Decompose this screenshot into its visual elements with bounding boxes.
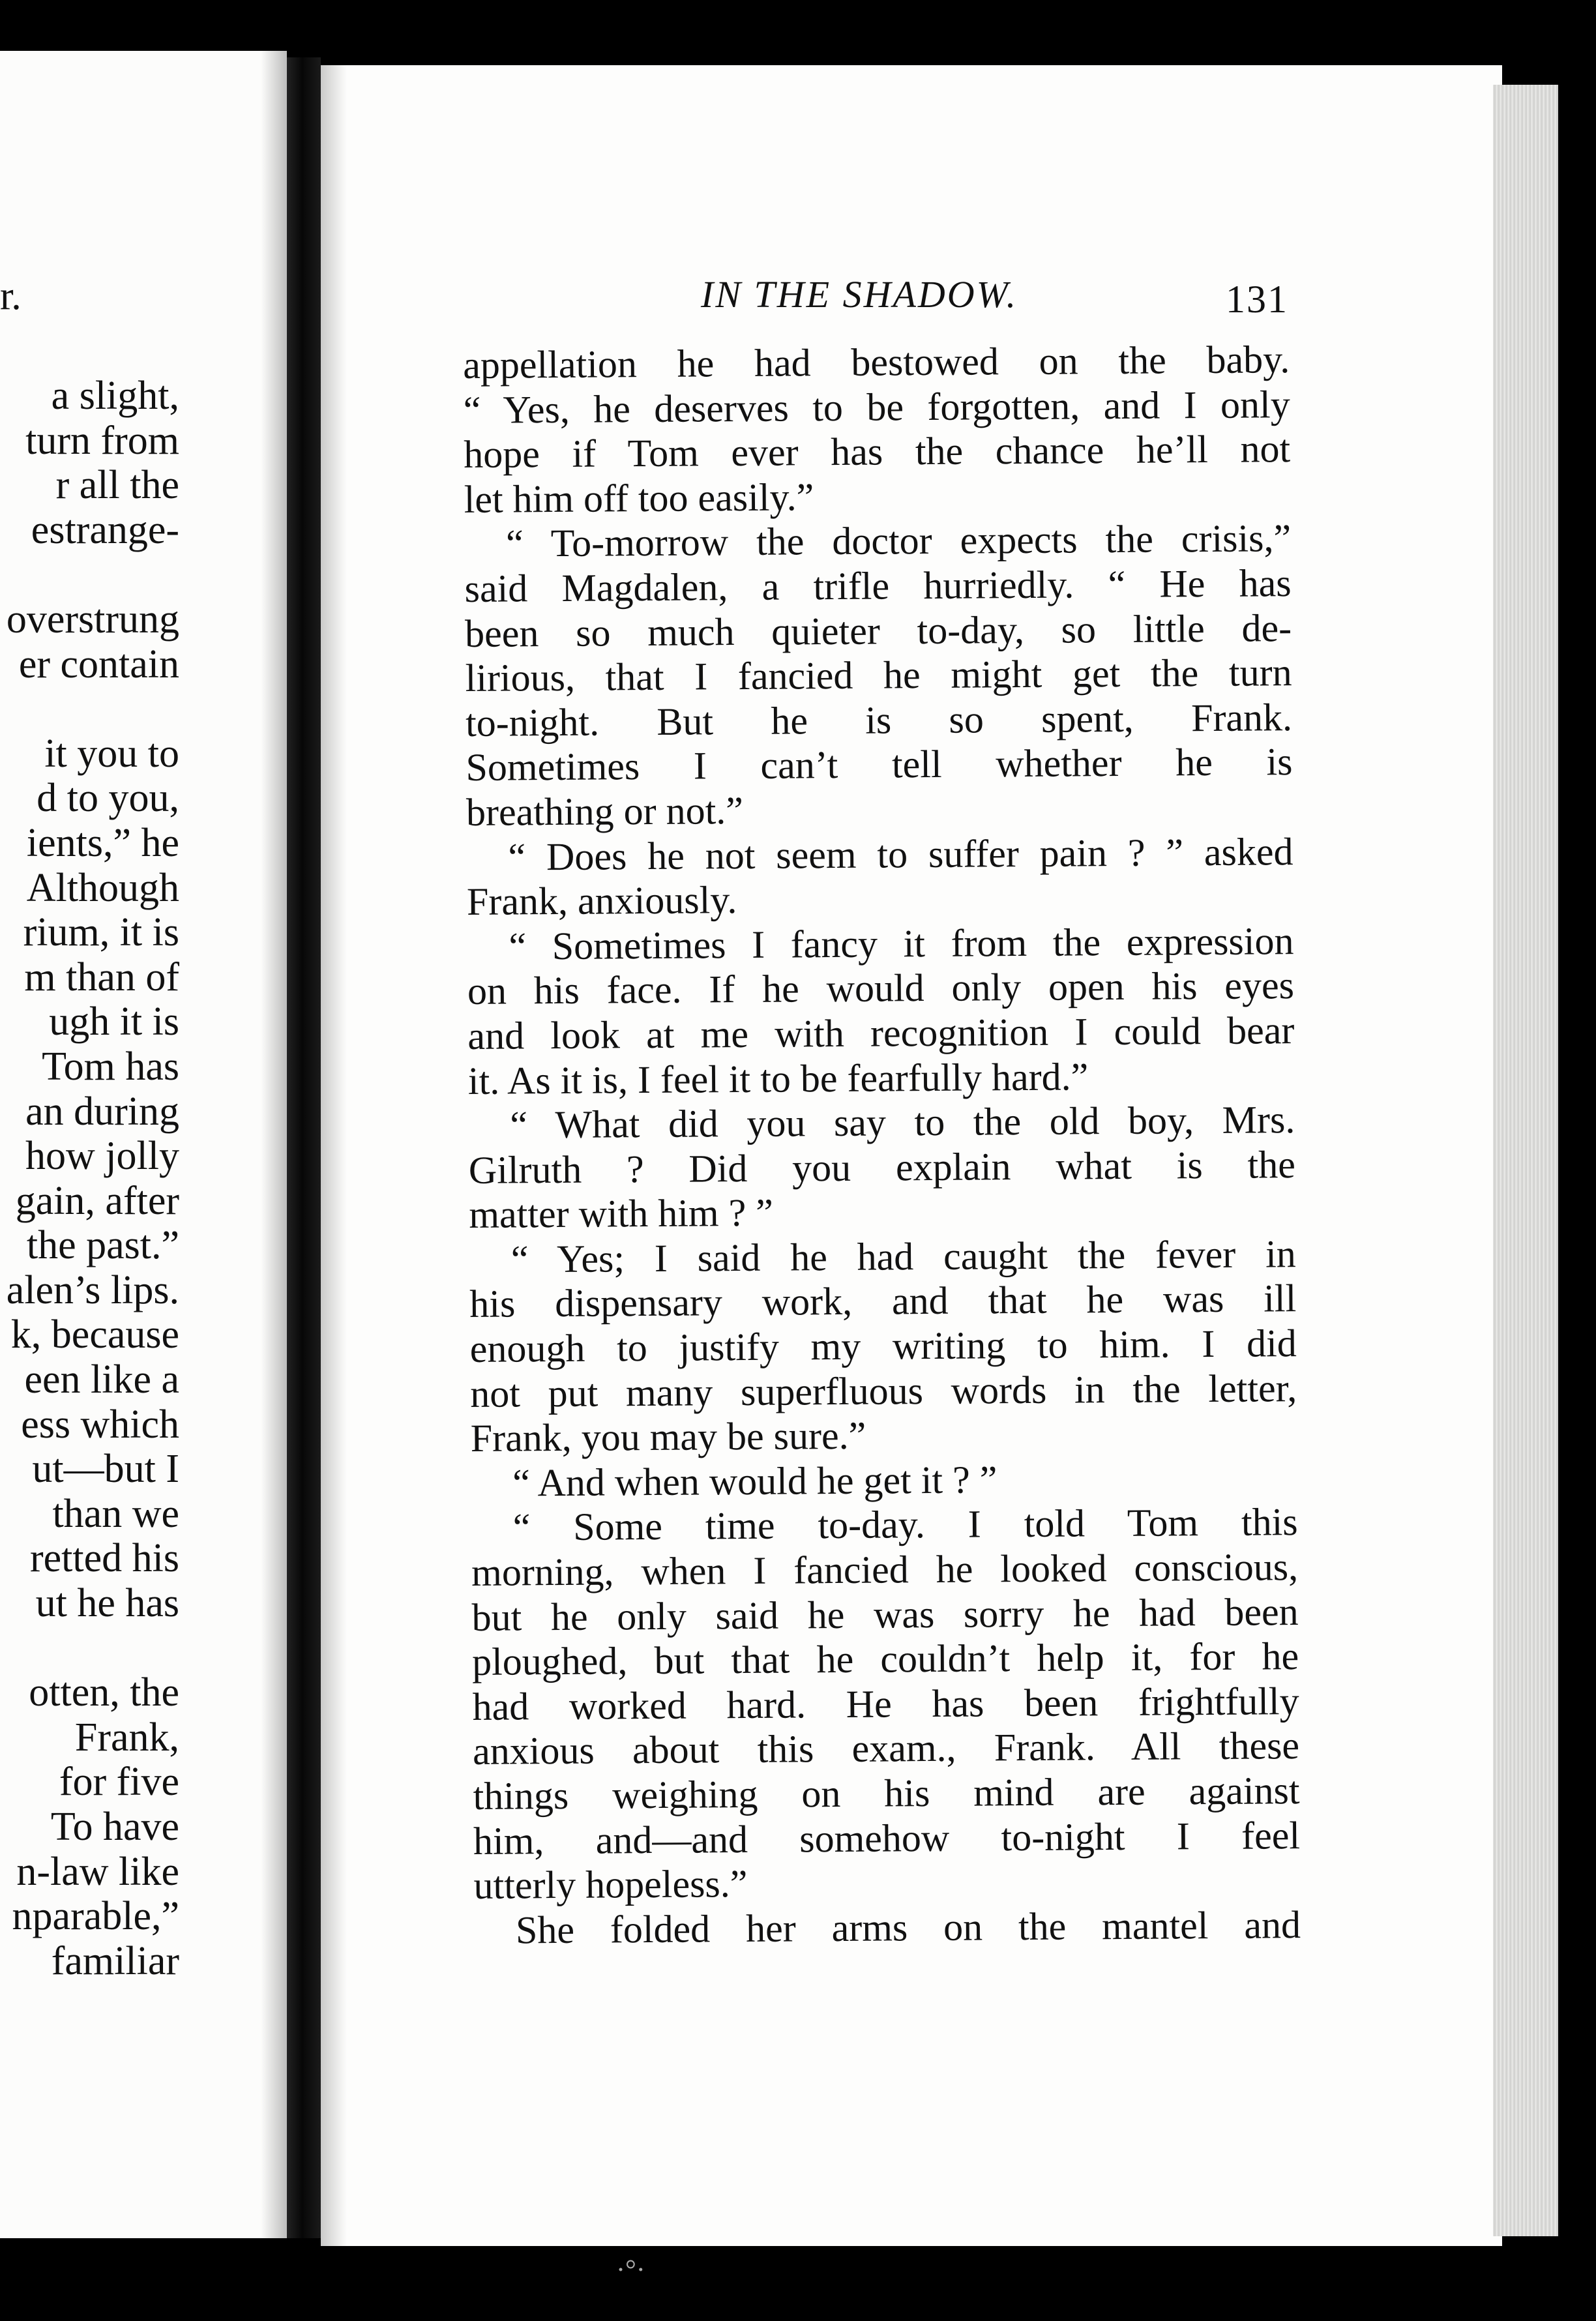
text-line: matter with him ? ” [469,1190,774,1237]
scan-blemish: ·°· [616,2255,645,2285]
text-line: it. As it is, I feel it to be fearfully hard.” [467,1054,1089,1102]
text-line: “ Sometimes I fancy it from the expression [509,919,1294,968]
left-text-line: ients,” he [26,820,179,865]
text-line: said Magdalen, a trifle hurriedly. “ He has [464,561,1292,610]
left-facing-page [0,51,287,2238]
left-text-line: overstrung [6,597,179,642]
text-line: but he only said he was sorry he had been [471,1589,1299,1639]
left-text-line: rium, it is [23,910,179,955]
inner-margin-shadow [321,65,347,2246]
left-text-line: Although [26,865,179,910]
left-text-line: ut he has [35,1581,179,1626]
left-text-line: alen’s lips. [6,1267,179,1312]
text-line: “ And when would he get it ? ” [512,1458,998,1505]
text-line: utterly hopeless.” [473,1862,748,1908]
text-line: lirious, that I fancied he might get the turn [465,651,1292,700]
left-text-line: een like a [24,1357,179,1402]
left-text-line: than we [52,1491,179,1536]
text-line: hope if Tom ever has the chance he’ll not [463,427,1291,477]
text-line: Frank, anxiously. [466,878,737,924]
left-text-line: m than of [24,954,179,999]
left-text-line: estrange- [31,507,179,552]
text-line: “ Some time to-day. I told Tom this [512,1500,1298,1549]
left-text-line: retted his [30,1536,179,1581]
left-text-line: r all the [55,463,179,508]
left-running-head-fragment: r. [0,274,22,318]
text-line: had worked hard. He has been frightfully [472,1679,1299,1728]
text-line: ploughed, but that he couldn’t help it, for he [471,1634,1299,1684]
text-line: anxious about this exam., Frank. All these [472,1724,1300,1773]
left-text-line: the past.” [26,1223,179,1268]
text-line: “ What did you say to the old boy, Mrs. [510,1098,1295,1147]
text-line: and look at me with recognition I could bear [467,1009,1295,1057]
text-line: let him off too easily.” [464,475,814,521]
text-line: on his face. If he would only open his eyes [467,964,1295,1013]
text-line: “ To-morrow the doctor expects the crisis,” [505,516,1292,565]
left-text-line: d to you, [37,776,179,821]
left-text-line: an during [25,1089,179,1134]
left-text-line: To have [50,1805,179,1849]
body-text [463,337,1301,1953]
text-line: appellation he had bestowed on the baby. [463,338,1290,387]
left-text-line: a slight, [51,374,179,418]
text-line: his dispensary work, and that he was ill [469,1277,1297,1326]
left-page-text [0,374,179,1983]
text-line: things weighing on his mind are against [473,1769,1300,1818]
left-text-line: familiar [51,1938,179,1983]
text-line: “ Does he not seem to suffer pain ? ” asked [508,829,1293,879]
text-line: him, and—and somehow to-night I feel [473,1813,1301,1863]
left-text-line: for five [59,1760,179,1805]
running-head: IN THE SHADOW. [701,273,1018,316]
left-text-line: Frank, [74,1715,179,1760]
text-line: Sometimes I can’t tell whether he is [466,740,1293,790]
text-line: “ Yes, he deserves to be forgotten, and I only [463,382,1290,432]
left-text-line: nparable,” [12,1894,179,1939]
text-line: Frank, you may be sure.” [470,1413,866,1460]
text-line: not put many superfluous words in the letter, [470,1366,1297,1415]
left-text-line: Tom has [42,1044,179,1089]
text-line: to-night. But he is so spent, Frank. [465,695,1293,745]
text-line: been so much quieter to-day, so little de- [464,606,1292,655]
left-text-line: ut—but I [32,1447,179,1492]
left-text-line: k, because [10,1312,179,1357]
page-number: 131 [1226,278,1288,321]
left-text-line: how jolly [25,1134,179,1179]
page-edges [1493,85,1558,2236]
left-text-line: it you to [44,731,179,776]
text-line: She folded her arms on the mantel and [515,1902,1301,1952]
left-text-line [0,1626,179,1671]
left-text-line: ess which [21,1402,179,1447]
text-line: “ Yes; I said he had caught the fever in [510,1232,1297,1281]
gutter-shadow [261,51,287,2238]
book-spine [287,57,321,2238]
left-text-line: n-law like [16,1849,179,1894]
left-text-line: gain, after [15,1178,179,1223]
left-text-line: turn from [25,418,179,463]
text-line: Gilruth ? Did you explain what is the [468,1142,1296,1192]
left-text-line: otten, the [29,1670,179,1715]
text-line: morning, when I fancied he looked conscious, [471,1545,1299,1594]
text-line: breathing or not.” [466,788,744,834]
left-text-line [0,552,179,597]
text-line: enough to justify my writing to him. I did [469,1322,1297,1371]
left-text-line [0,687,179,732]
left-text-line: ugh it is [49,999,179,1044]
left-text-line: er contain [18,642,179,687]
